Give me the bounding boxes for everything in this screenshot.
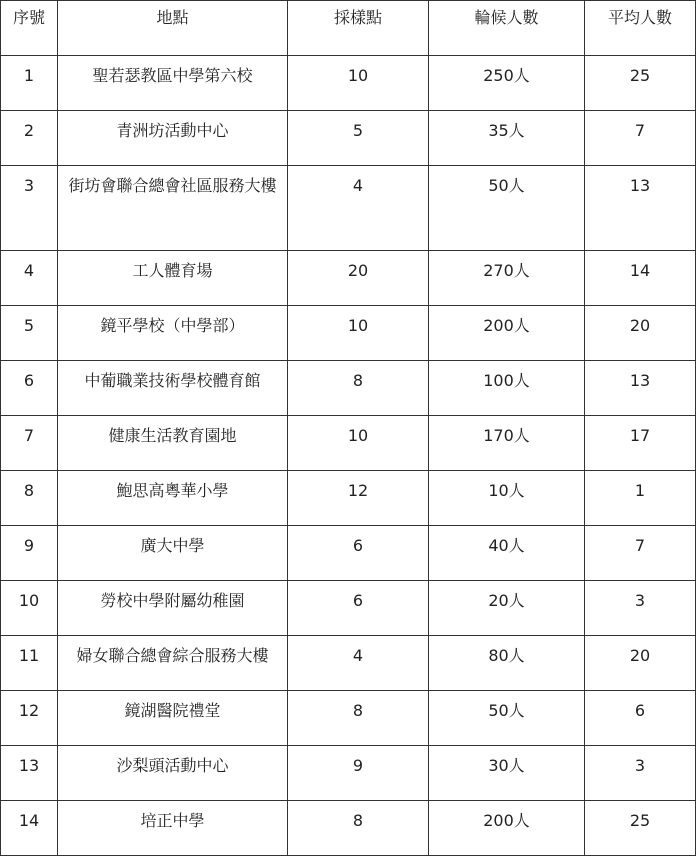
table-row	[1, 166, 696, 251]
cell-waiting: 50人	[429, 166, 585, 251]
cell-place: 鏡平學校（中學部）	[58, 306, 288, 361]
cell-waiting: 270人	[429, 251, 585, 306]
cell-avg: 20	[585, 306, 696, 361]
table-row	[1, 801, 696, 856]
header-points: 採樣點	[288, 1, 429, 56]
cell-avg: 3	[585, 746, 696, 801]
cell-place: 健康生活教育園地	[58, 416, 288, 471]
cell-no: 13	[1, 746, 58, 801]
cell-place: 沙梨頭活動中心	[58, 746, 288, 801]
cell-avg: 7	[585, 111, 696, 166]
cell-avg: 13	[585, 166, 696, 251]
cell-avg: 25	[585, 56, 696, 111]
cell-avg: 20	[585, 636, 696, 691]
table-row	[1, 691, 696, 746]
header-row	[1, 1, 696, 56]
cell-avg: 25	[585, 801, 696, 856]
header-avg: 平均人數	[585, 1, 696, 56]
table-row	[1, 416, 696, 471]
cell-points: 4	[288, 166, 429, 251]
cell-no: 12	[1, 691, 58, 746]
cell-no: 2	[1, 111, 58, 166]
cell-points: 6	[288, 581, 429, 636]
header-place: 地點	[58, 1, 288, 56]
cell-points: 12	[288, 471, 429, 526]
table-row	[1, 471, 696, 526]
cell-no: 3	[1, 166, 58, 251]
table-row	[1, 526, 696, 581]
cell-points: 10	[288, 416, 429, 471]
cell-no: 8	[1, 471, 58, 526]
cell-no: 11	[1, 636, 58, 691]
table-row	[1, 581, 696, 636]
table-row	[1, 636, 696, 691]
cell-waiting: 170人	[429, 416, 585, 471]
cell-points: 8	[288, 361, 429, 416]
cell-place: 鮑思高粵華小學	[58, 471, 288, 526]
cell-points: 5	[288, 111, 429, 166]
table-row	[1, 251, 696, 306]
cell-place: 青洲坊活動中心	[58, 111, 288, 166]
header-no: 序號	[1, 1, 58, 56]
cell-waiting: 80人	[429, 636, 585, 691]
cell-place: 勞校中學附屬幼稚園	[58, 581, 288, 636]
cell-waiting: 100人	[429, 361, 585, 416]
cell-points: 9	[288, 746, 429, 801]
cell-avg: 17	[585, 416, 696, 471]
header-waiting: 輪候人數	[429, 1, 585, 56]
cell-no: 6	[1, 361, 58, 416]
cell-points: 8	[288, 691, 429, 746]
cell-place: 廣大中學	[58, 526, 288, 581]
cell-waiting: 10人	[429, 471, 585, 526]
cell-place: 工人體育場	[58, 251, 288, 306]
table-row	[1, 306, 696, 361]
table-row	[1, 746, 696, 801]
cell-waiting: 20人	[429, 581, 585, 636]
cell-no: 14	[1, 801, 58, 856]
cell-avg: 6	[585, 691, 696, 746]
cell-waiting: 50人	[429, 691, 585, 746]
cell-no: 10	[1, 581, 58, 636]
cell-avg: 1	[585, 471, 696, 526]
cell-no: 1	[1, 56, 58, 111]
cell-waiting: 40人	[429, 526, 585, 581]
cell-place: 婦女聯合總會綜合服務大樓	[58, 636, 288, 691]
cell-avg: 13	[585, 361, 696, 416]
cell-waiting: 250人	[429, 56, 585, 111]
table-row	[1, 56, 696, 111]
cell-waiting: 200人	[429, 801, 585, 856]
cell-no: 9	[1, 526, 58, 581]
cell-points: 4	[288, 636, 429, 691]
cell-place: 培正中學	[58, 801, 288, 856]
cell-place: 中葡職業技術學校體育館	[58, 361, 288, 416]
cell-avg: 14	[585, 251, 696, 306]
cell-points: 8	[288, 801, 429, 856]
cell-points: 6	[288, 526, 429, 581]
cell-avg: 7	[585, 526, 696, 581]
table-row	[1, 361, 696, 416]
table-row	[1, 111, 696, 166]
cell-waiting: 200人	[429, 306, 585, 361]
cell-no: 4	[1, 251, 58, 306]
cell-waiting: 35人	[429, 111, 585, 166]
cell-place: 街坊會聯合總會社區服務大樓	[58, 166, 288, 251]
cell-waiting: 30人	[429, 746, 585, 801]
cell-avg: 3	[585, 581, 696, 636]
cell-points: 10	[288, 56, 429, 111]
cell-points: 10	[288, 306, 429, 361]
cell-no: 5	[1, 306, 58, 361]
cell-place: 聖若瑟教區中學第六校	[58, 56, 288, 111]
cell-points: 20	[288, 251, 429, 306]
cell-place: 鏡湖醫院禮堂	[58, 691, 288, 746]
cell-no: 7	[1, 416, 58, 471]
